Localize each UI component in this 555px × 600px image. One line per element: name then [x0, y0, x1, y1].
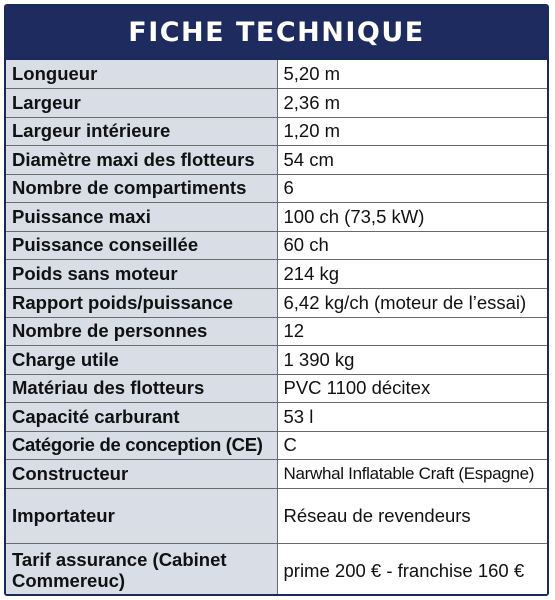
- spec-value-longueur: 5,20 m: [277, 60, 547, 88]
- spec-table: [6, 60, 547, 596]
- table-row: [6, 488, 547, 543]
- spec-value-poids-sans-moteur: 214 kg: [277, 259, 547, 288]
- spec-label-largeur: Largeur: [6, 88, 277, 117]
- spec-value-largeur: 2,36 m: [277, 88, 547, 117]
- spec-value-materiau-flotteurs: PVC 1100 décitex: [277, 374, 547, 402]
- table-row: [6, 259, 547, 288]
- table-row: [6, 60, 547, 88]
- spec-label-diametre-flotteurs: Diamètre maxi des flotteurs: [6, 145, 277, 174]
- spec-value-puissance-maxi: 100 ch (73,5 kW): [277, 202, 547, 231]
- table-row: [6, 345, 547, 374]
- spec-label-rapport-poids-puissance: Rapport poids/puissance: [6, 288, 277, 317]
- spec-sheet-title: FICHE TECHNIQUE: [128, 16, 425, 48]
- spec-label-materiau-flotteurs: Matériau des flotteurs: [6, 374, 277, 402]
- table-row: [6, 145, 547, 174]
- spec-value-charge-utile: 1 390 kg: [277, 345, 547, 374]
- spec-label-nombre-personnes: Nombre de personnes: [6, 317, 277, 345]
- table-row: [6, 288, 547, 317]
- spec-label-importateur: Importateur: [6, 488, 277, 543]
- table-row: [6, 543, 547, 596]
- spec-value-compartiments: 6: [277, 174, 547, 202]
- spec-value-importateur: Réseau de revendeurs: [277, 488, 547, 543]
- spec-label-puissance-conseillee: Puissance conseillée: [6, 231, 277, 259]
- spec-value-nombre-personnes: 12: [277, 317, 547, 345]
- table-row: [6, 459, 547, 488]
- table-row: [6, 231, 547, 259]
- spec-value-constructeur: Narwhal Inflatable Craft (Espagne): [277, 459, 547, 488]
- table-row: [6, 117, 547, 145]
- spec-value-tarif-assurance: prime 200 € - franchise 160 €: [277, 543, 547, 596]
- spec-value-largeur-interieure: 1,20 m: [277, 117, 547, 145]
- spec-label-tarif-assurance: Tarif assurance (Cabinet Commereuc): [6, 543, 277, 596]
- spec-label-compartiments: Nombre de compartiments: [6, 174, 277, 202]
- spec-label-poids-sans-moteur: Poids sans moteur: [6, 259, 277, 288]
- table-row: [6, 431, 547, 459]
- table-row: [6, 88, 547, 117]
- spec-value-puissance-conseillee: 60 ch: [277, 231, 547, 259]
- spec-sheet-header: [6, 6, 547, 60]
- spec-value-rapport-poids-puissance: 6,42 kg/ch (moteur de l’essai): [277, 288, 547, 317]
- spec-value-diametre-flotteurs: 54 cm: [277, 145, 547, 174]
- table-row: [6, 317, 547, 345]
- spec-label-constructeur: Constructeur: [6, 459, 277, 488]
- spec-label-capacite-carburant: Capacité carburant: [6, 402, 277, 431]
- spec-sheet-card: [4, 4, 549, 596]
- spec-label-largeur-interieure: Largeur intérieure: [6, 117, 277, 145]
- spec-label-charge-utile: Charge utile: [6, 345, 277, 374]
- table-row: [6, 174, 547, 202]
- spec-label-longueur: Longueur: [6, 60, 277, 88]
- table-row: [6, 374, 547, 402]
- table-row: [6, 202, 547, 231]
- spec-value-capacite-carburant: 53 l: [277, 402, 547, 431]
- spec-label-puissance-maxi: Puissance maxi: [6, 202, 277, 231]
- spec-value-categorie-conception: C: [277, 431, 547, 459]
- spec-label-categorie-conception: Catégorie de conception (CE): [6, 431, 277, 459]
- table-row: [6, 402, 547, 431]
